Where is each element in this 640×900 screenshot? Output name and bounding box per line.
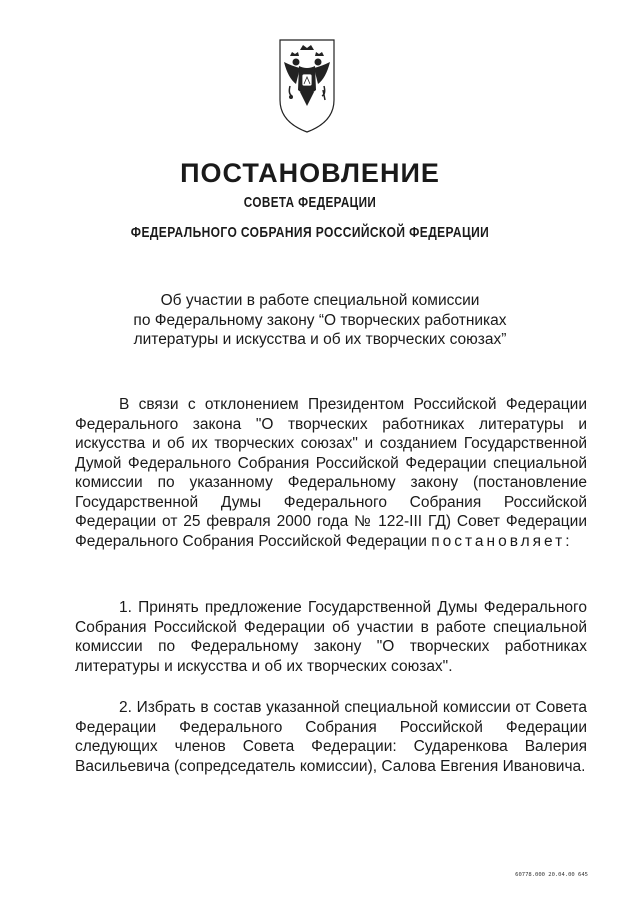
resolution-item-2: 2. Избрать в состав указанной специальной комиссии от Совета Федерации Федерального Собрания Российской Федерации следующих членов Совета Федерации: Судаpенкова Валерия Васильевича (сопредседатель комиссии), Салова Евгения Ивановича.	[75, 699, 587, 775]
resolves-word: постановляет:	[431, 532, 573, 550]
subject-line: Об участии в работе специальной комиссии	[160, 292, 480, 309]
document-title: ПОСТАНОВЛЕНИЕ	[180, 158, 440, 188]
subject-line: литературы и искусства и об их творческих союзах”	[133, 331, 507, 348]
document-subject	[60, 291, 580, 350]
resolution-item-1: 1. Принять предложение Государственной Думы Федерального Собрания Российской Федерации об участии в работе специальной комиссии по Федеральному закону "О творческих работниках литературы и искусства и об их творческих союзах".	[75, 599, 587, 675]
document-code: 60778.000 20.04.00 645	[515, 872, 588, 878]
preamble-text: В связи с отклонением Президентом Российской Федерации Федерального закона "О творческих работниках литературы и искусства и об их творческих союзах" и созданием Государственной Думой Федерального Собрания Российской Федерации специальной комиссии по указанному Федеральному закону (постановление Государственной Думы Федерального Собрания Российской Федерации от 25 февраля 2000 года № 122-III ГД) Совет Федерации Федерального Собрания Российской Федерации	[75, 396, 587, 550]
issuer-line-1: СОВЕТА ФЕДЕРАЦИИ	[243, 194, 377, 211]
preamble-paragraph	[75, 395, 587, 551]
russian-coat-of-arms-icon	[276, 38, 338, 134]
subject-line: по Федеральному закону “О творческих работниках	[133, 311, 507, 329]
issuer-line-2: ФЕДЕРАЛЬНОГО СОБРАНИЯ РОССИЙСКОЙ ФЕДЕРАЦИИ	[130, 224, 490, 241]
